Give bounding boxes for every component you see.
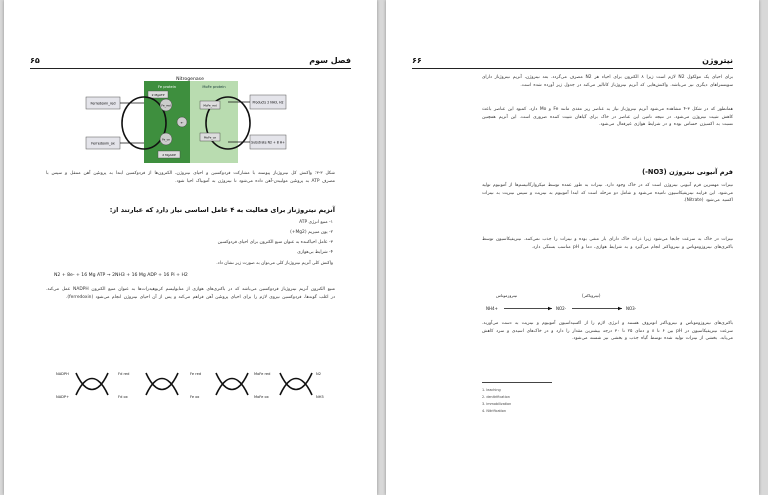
page-number: ۶۵ — [30, 56, 40, 65]
footnote-2: 2. denitrification — [482, 395, 510, 399]
footnote-3: 3. immobilization — [482, 402, 512, 406]
footnote-rule — [482, 382, 552, 383]
arrow-2-head — [618, 307, 622, 311]
fe-ox-label: Fe_ox — [162, 137, 170, 142]
list-footer: واکنش کلی آنزیم نیتروژناز کلی می‌توان به صورت زیر نشان داد. — [216, 261, 333, 266]
figure-title: Nitrogenase — [176, 77, 204, 82]
scheme-n2: N2 — [316, 372, 321, 376]
footnote-4: 4. Nitrification — [482, 409, 507, 413]
scheme-nh3: NH3 — [316, 395, 324, 399]
paragraph-4: نیترات در خاک به سرعت جابجا می‌شود زیرا ذرات خاک دارای بار منفی بوده و نیترات را جذب نمی‌کنند. نیتریفیکاسیون توسط باکتری‌های نیتروزوموناس و نیتروباکتر انجام می‌گیرد و به شرایط هوازی، دما و pH مناسب بستگی دارد. — [482, 237, 733, 250]
nitrogenase-diagram — [82, 75, 292, 165]
nitrogenase-equation: N2 + 8e- + 16 Mg ATP → 2NH3 + 16 Mg ADP + 16 Pi + H2 — [54, 273, 188, 278]
fe-protein-label: Fe protein — [158, 85, 176, 89]
scheme-mofe-ox: MoFe ox — [254, 395, 269, 399]
scheme-fd-ox: Fd ox — [118, 395, 128, 399]
mofe-ox-label: MoFe_ox — [204, 135, 216, 140]
electron-label: e- — [180, 120, 184, 125]
chapter-title: فصل سوم — [309, 56, 351, 65]
reductant-ox-label: Ferredoxin_ox — [91, 141, 115, 146]
substrate-label: Substrate N2 + 8 H+ — [251, 140, 285, 145]
atp-label: 2 MgATP — [151, 93, 165, 97]
list-item-3: ۳- عامل احیاکننده به عنوان منبع الکترون برای احیای فردوکسین — [217, 240, 333, 245]
nitrate-label: NO3- — [626, 306, 637, 311]
scheme-mofe-red: MoFe red — [254, 372, 271, 376]
scheme-fd-red: Fd red — [118, 372, 130, 376]
right-page — [386, 0, 759, 495]
mofe-protein-label: MoFe protein — [202, 85, 226, 89]
footnote-1: 1. leaching — [482, 388, 501, 392]
products-label: Products 2 NH3, H2 — [252, 100, 284, 105]
paragraph-1: برای احیای یک مولکول N2 لازم است زیرا ۸ الکترون برای احیاء هر N2 مصرف می‌گردد. بعد نیتروژن، آنزیم نیتروژناز دارای سوبستراهای دیگری نیز می‌باشد. واکنش‌هایی که آنزیم نیتروژناز کاتالیز می‌کند در جدول زیر آورده شده است. — [482, 75, 733, 88]
body-paragraph: منبع الکترون آنزیم نیتروژناز فردوکسین می‌باشد که در باکتری‌های هوازی از متابولیسم کربوهیدرات‌ها به عنوان منبع الکترون NADPH عمل می‌کند. در اغلب گونه‌ها، فردوکسین نیروی لازم را برای احیای پروتئین آهن فراهم می‌کند و پس از آن احیای نیتروژن انجام می‌شود (ferredoxin). — [46, 287, 336, 300]
mofe-red-label: MoFe_red — [203, 103, 217, 108]
page-number: ۶۶ — [412, 56, 422, 65]
arrow-1-head — [548, 307, 552, 311]
reductant-red-label: Ferredoxin_red — [90, 101, 116, 106]
paragraph-2: همانطور که در شکل ۳-۴ مشاهده می‌شود آنزیم نیتروژناز نیاز به عناصر ریز مغذی مانند Fe و Mo دارد. کمبود این عناصر باعث کاهش تثبیت نیتروژن می‌شود. در نتیجه تامین این عناصر در خاک برای گیاهان تثبیت کننده ضروری است. این آنزیم همچنین نسبت به اکسیژن حساس بوده و در شرایط هوازی غیرفعال می‌شود. — [482, 107, 733, 128]
section-heading: آنزیم نیتروژناز برای فعالیت به ۴ عامل اساسی نیاز دارد که عبارتند از: — [109, 206, 335, 214]
scheme-fe-ox: Fe ox — [190, 395, 200, 399]
nitrogenase-figure — [82, 75, 292, 165]
paragraph-5: باکتری‌های نیتروزوموناس و نیتروباکتر اتوتروف هستند و انرژی لازم را از اکسیداسیون آمونیوم و نیتریت به دست می‌آورند. سرعت نیتریفیکاسیون در pH بین ۶ تا ۸ و دمای ۲۵ تا ۳۰ درجه بیشترین مقدار را دارد و در خاک‌های اسیدی و سرد کاهش می‌یابد. بخشی از نیترات تولید شده توسط گیاه جذب و بخشی نیز شسته می‌شود. — [482, 321, 733, 342]
scheme-fe-red: Fe red — [190, 372, 202, 376]
ammonium-label: NH4+ — [486, 306, 498, 311]
list-item-4: ۴- شرایط بی‌هوازی — [297, 250, 333, 255]
list-item-2: ۲- یون منیزیم (Mg2+) — [290, 230, 333, 235]
adp-label: 2 MgADP — [162, 153, 176, 157]
nitrobacter-label: (نیتروباکتر) — [582, 293, 601, 298]
nitrite-label: NO2- — [556, 306, 567, 311]
right-page-header — [412, 56, 733, 69]
electron-transport-scheme — [54, 365, 330, 403]
section-heading: فرم آنیونی نیتروژن (NO3-) — [642, 168, 733, 176]
nitrosomonas-label: نیتروزموناس — [496, 293, 518, 298]
paragraph-3: نیترات مهمترین فرم آنیونی نیتروژن است که در خاک وجود دارد. نیترات به طور عمده توسط میکروارگانیسم‌ها از آمونیوم تولید می‌شود. این فرایند نیتریفیکاسیون نامیده می‌شود و شامل دو مرحله است که ابتدا آمونیوم به نیتریت و سپس نیتریت به نیترات اکسید می‌شود (Nitrate). — [482, 183, 733, 204]
mofe-protein-panel — [190, 81, 238, 163]
fe-red-label: Fe_red — [161, 103, 171, 108]
scheme-nadph: NADPH — [56, 372, 69, 376]
scheme-nadp: NADP+ — [56, 395, 70, 399]
left-page-header — [30, 56, 351, 69]
left-page — [4, 0, 377, 495]
list-item-1: ۱- منبع انرژی ATP — [299, 220, 333, 225]
chapter-title: نیتروژن — [702, 56, 733, 65]
nitrification-scheme — [486, 290, 661, 316]
figure-caption: شکل ۳-۳: واکنش کل نیتروژناز پیوسته با مشارکت فردوکسین و احیای نیتروژن، الکترون‌ها از فردوکسین ابتدا به پروتئین آهن منتقل و سپس با مصرف ATP به پروتئین مولیبدن-آهن داده می‌شود تا نیتروژن به آمونیاک احیا شود. — [46, 171, 335, 184]
